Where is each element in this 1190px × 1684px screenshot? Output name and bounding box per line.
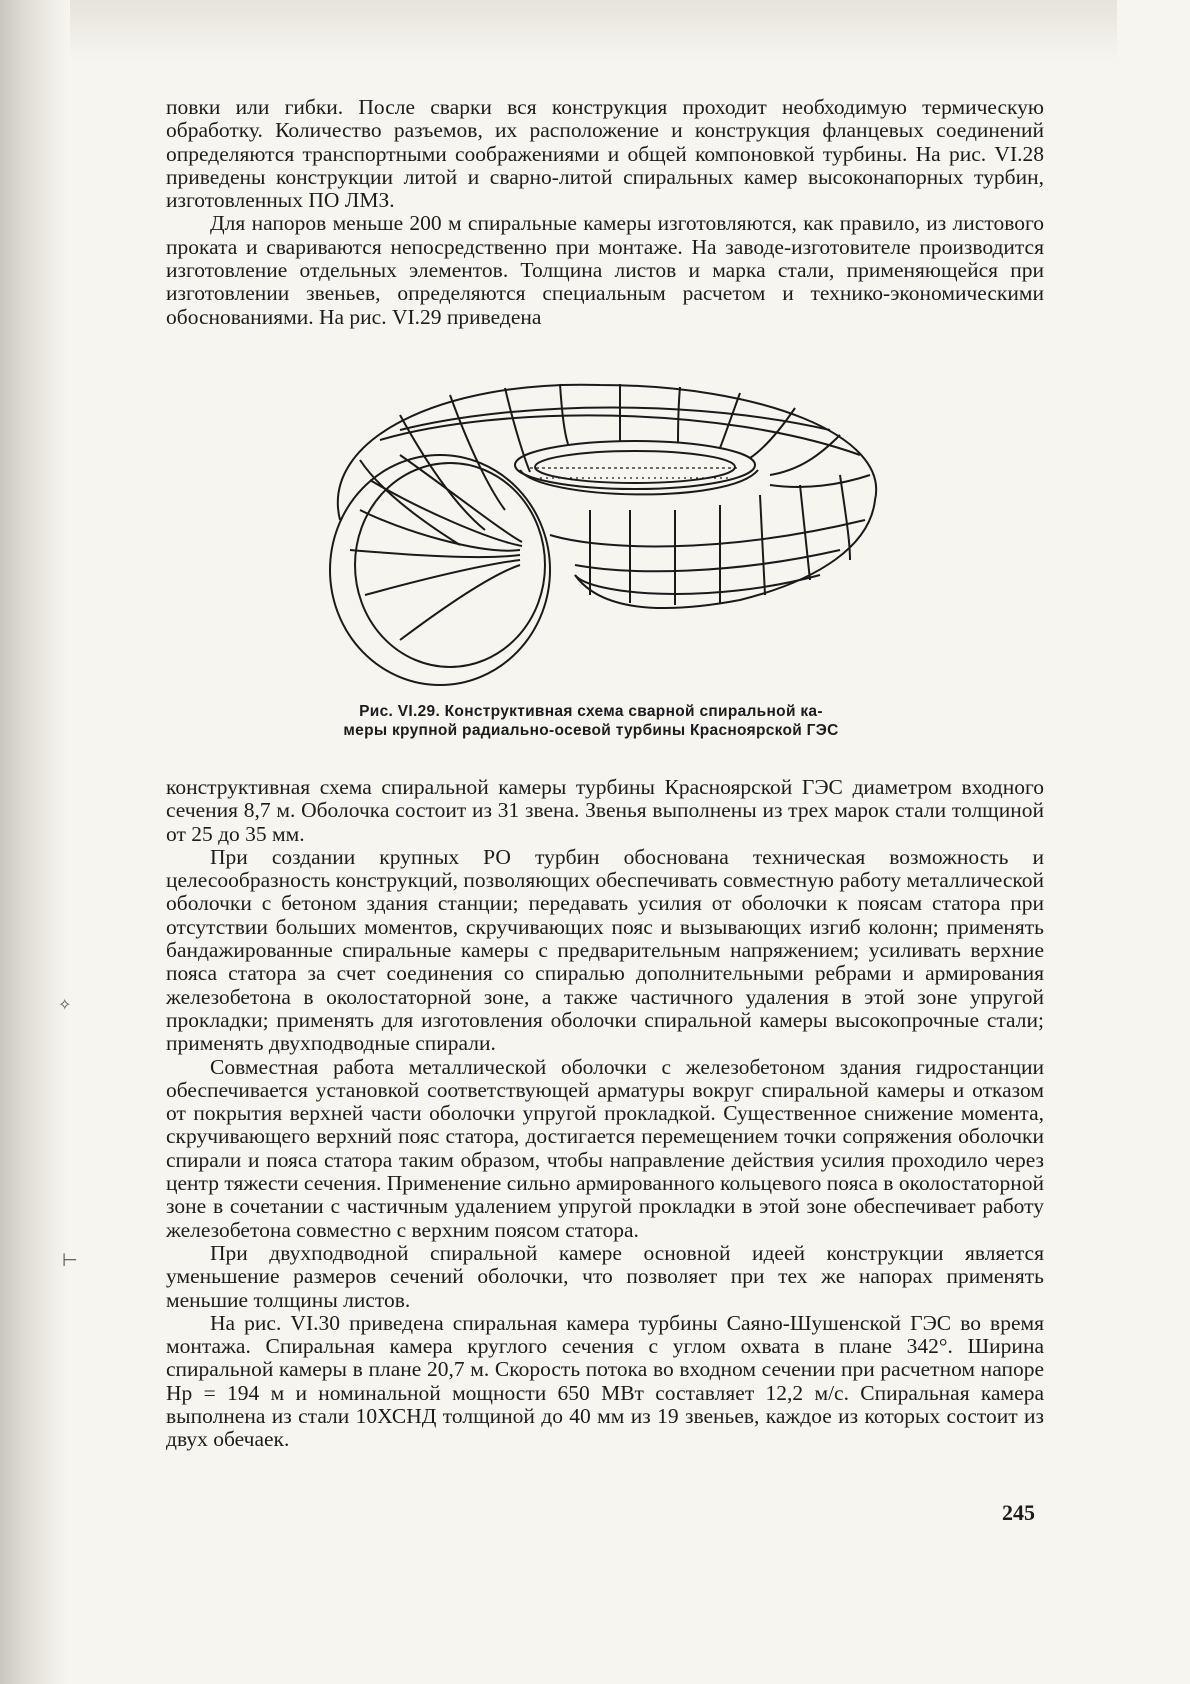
paragraph-1: повки или гибки. После сварки вся конструкция проходит необходимую термическую обработку. Количество разъемов, их расположение и конструкция фланцевых соединений определяются транспортными соображениями и общей компоновкой турбины. На рис. VI.28 приведены конструкции литой и сварно-литой спиральных камер высоконапорных турбин, изготовленных ПО ЛМЗ. [166,95,1044,213]
paragraph-4: При создании крупных РО турбин обоснована техническая возможность и целесообразность конструкций, позволяющих обеспечивать совместную работу металлической оболочки с бетоном здания станции; передавать усилия от оболочки к поясам статора при отсутствии больших моментов, скручивающих пояс и вызывающих изгиб колонн; применять бандажированные спиральные камеры с предварительным напряжением; усиливать верхние пояса статора за счет соединения со спиралью дополнительными ребрами и армирования железобетона в околостаторной зоне, а также частичного удаления в этой зоне упругой прокладки; применять для изготовления оболочки спиральной камеры высокопрочные стали; применять двухподводные спирали. [166,844,1044,1056]
scan-shadow-top [0,0,1117,60]
figure-caption-line-1: Рис. VI.29. Конструктивная схема сварной спиральной ка- [359,703,823,720]
page-number: 245 [1002,1500,1035,1525]
paragraph-5: Совместная работа металлической оболочки с железобетоном здания гидростанции обеспечивается установкой соответствующей арматуры вокруг спиральной камеры и отказом от покрытия верхней части оболочки упругой прокладкой. Существенное снижение момента, скручивающего верхний пояс статора, достигается перемещением точки сопряжения оболочки спирали и пояса статора таким образом, чтобы направление действия усилия проходило через центр тяжести сечения. Применение сильно армированного кольцевого пояса в околостаторной зоне в сочетании с частичным удалением упругой прокладки в этой зоне обеспечивает работу железобетона совместно с верхним поясом статора. [166,1054,1044,1242]
text-block-bottom [166,776,1044,1452]
scan-shadow-left [0,0,70,1684]
spiral-casing-figure [300,360,890,690]
paragraph-2: Для напоров меньше 200 м спиральные камеры изготовляются, как правило, из листового проката и свариваются непосредственно при монтаже. На заводе-изготовителе производится изготовление отдельных элементов. Толщина листов и марка стали, применяющейся при изготовлении звеньев, определяются специальным расчетом и технико-экономическими обоснованиями. На рис. VI.29 приведена [166,211,1044,329]
figure-caption-line-2: меры крупной радиально-осевой турбины Красноярской ГЭС [343,722,839,739]
scan-mark-icon: ✧ [58,995,72,1014]
paragraph-3: конструктивная схема спиральной камеры турбины Красноярской ГЭС диаметром входного сечения 8,7 м. Оболочка состоит из 31 звена. Звенья выполнены из трех марок стали толщиной от 25 до 35 мм. [166,775,1044,846]
paragraph-6: При двухподводной спиральной камере основной идеей конструкции является уменьшение размеров сечений оболочки, что позволяет при тех же напорах применять меньшие толщины листов. [166,1240,1044,1312]
scan-tick-icon: ⊢ [62,1250,78,1271]
paragraph-7: На рис. VI.30 приведена спиральная камера турбины Саяно-Шушенской ГЭС во время монтажа. Спиральная камера круглого сечения с углом охвата в плане 342°. Ширина спиральной камеры в плане 20,7 м. Скорость потока во входном сечении при расчетном напоре Hр = 194 м и номинальной мощности 650 МВт составляет 12,2 м/с. Спиральная камера выполнена из стали 10ХСНД толщиной до 40 мм из 19 звеньев, каждое из которых состоит из двух обечаек. [166,1310,1044,1452]
figure-caption [296,702,886,740]
text-block-top [166,96,1044,329]
